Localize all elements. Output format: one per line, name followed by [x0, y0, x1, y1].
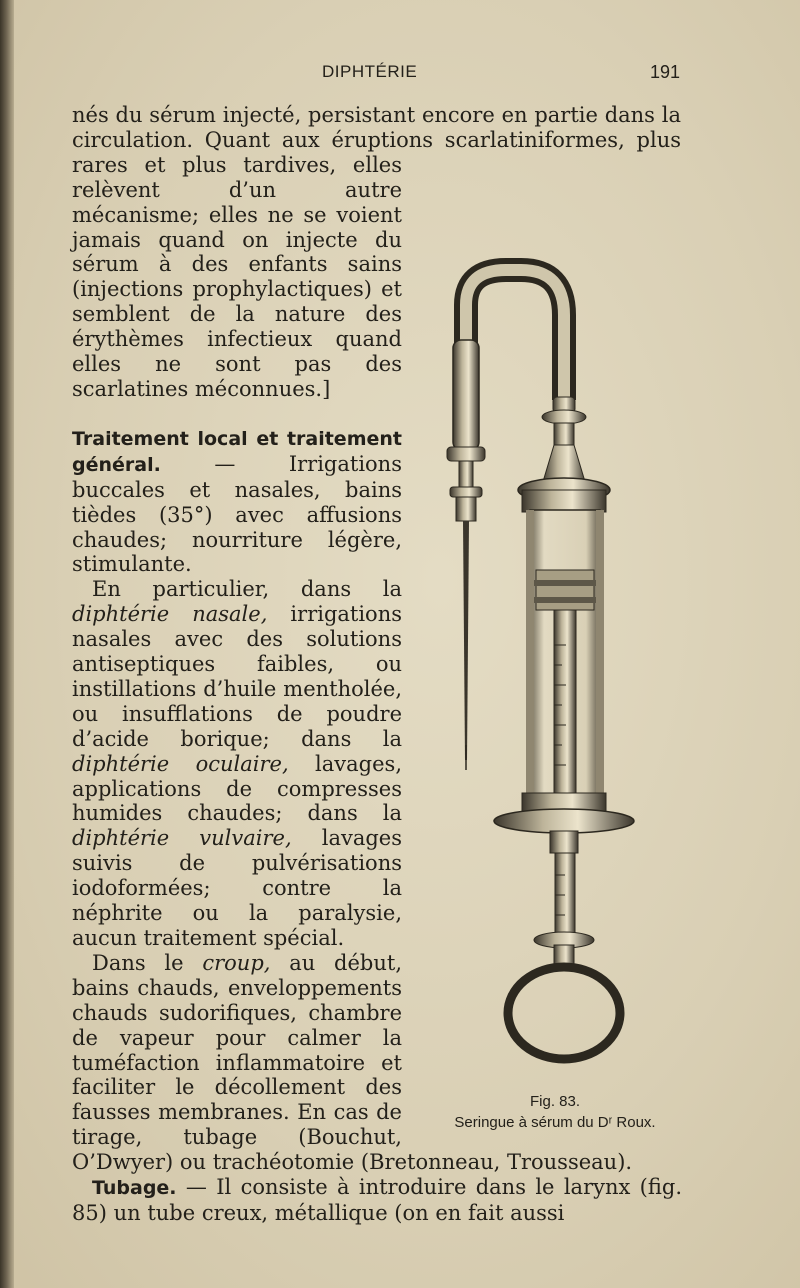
croup-text-b: au début, bains chauds, enveloppements chauds sudorifiques, chambre de vapeur pour calmer la tuméfaction inflammatoire et faciliter le décollement des fausses membranes. En cas de tirage, tubage (Bouchut, O’Dwyer) ou trachéotomie (Bretonneau, Trousseau). — [72, 950, 633, 1175]
localized-text-b: irrigations nasales avec des solutions antiseptiques faibles, ou instillations d’huile mentholée, ou insufflations de poudre d’acide borique; dans la — [72, 602, 403, 751]
page-number: 191 — [649, 62, 680, 82]
localized-text-d: lavages suivis de pulvérisations iodoformées; contre la néphrite ou la paralysie, aucun traitement spécial. — [72, 826, 402, 950]
intubation-text: — Il consiste à introduire dans le larynx (fig. 85) un tube creux, métallique (on en fait aussi — [72, 1175, 682, 1225]
book-spine-shadow — [0, 0, 14, 1288]
section-heading-treatment: Traitement local et traitement général. — [72, 427, 402, 476]
term-nasal-diphtheria: diphtérie nasale, — [72, 602, 268, 627]
localized-text-a: En particulier, dans la — [92, 577, 402, 602]
figure-syringe — [410, 177, 694, 1149]
float-spacer — [681, 103, 682, 177]
figure-caption: Seringue à sérum du Dʳ Roux. — [454, 1114, 656, 1131]
croup-text-a: Dans le — [92, 950, 203, 975]
term-croup: croup, — [202, 950, 271, 975]
term-vulvar-diphtheria: diphtérie vulvaire, — [72, 826, 292, 851]
running-title: DIPHTÉRIE — [322, 62, 418, 81]
treatment-text: — Irrigations buccales et nasales, bains tièdes (35°) avec affusions chaudes; nourriture légère, stimulante. — [72, 451, 402, 577]
syringe-illustration — [426, 185, 686, 1085]
localized-text-c: lavages, applications de compresses humides chaudes; dans la — [72, 751, 402, 826]
page-header — [72, 62, 682, 86]
body-flow — [72, 103, 682, 1226]
paragraph-serum-eruptions: nés du sérum injecté, persistant encore en partie dans la circulation. Quant aux éruptions scarlatiniformes, plus rares et plus tardives, elles relèvent d’un autre mécanisme; elles ne se voient jamais quand on injecte du sérum à des enfants sains (injections prophylactiques) et semblent de la nature des érythèmes infectieux quand elles ne sont pas des scarlatines méconnues.] — [72, 103, 681, 401]
term-ocular-diphtheria: diphtérie oculaire, — [72, 751, 289, 776]
figure-number: Fig. 83. — [529, 1093, 581, 1110]
text-block — [72, 103, 682, 1226]
paragraph-intubation — [72, 1175, 682, 1226]
section-heading-intubation: Tubage. — [92, 1177, 177, 1200]
